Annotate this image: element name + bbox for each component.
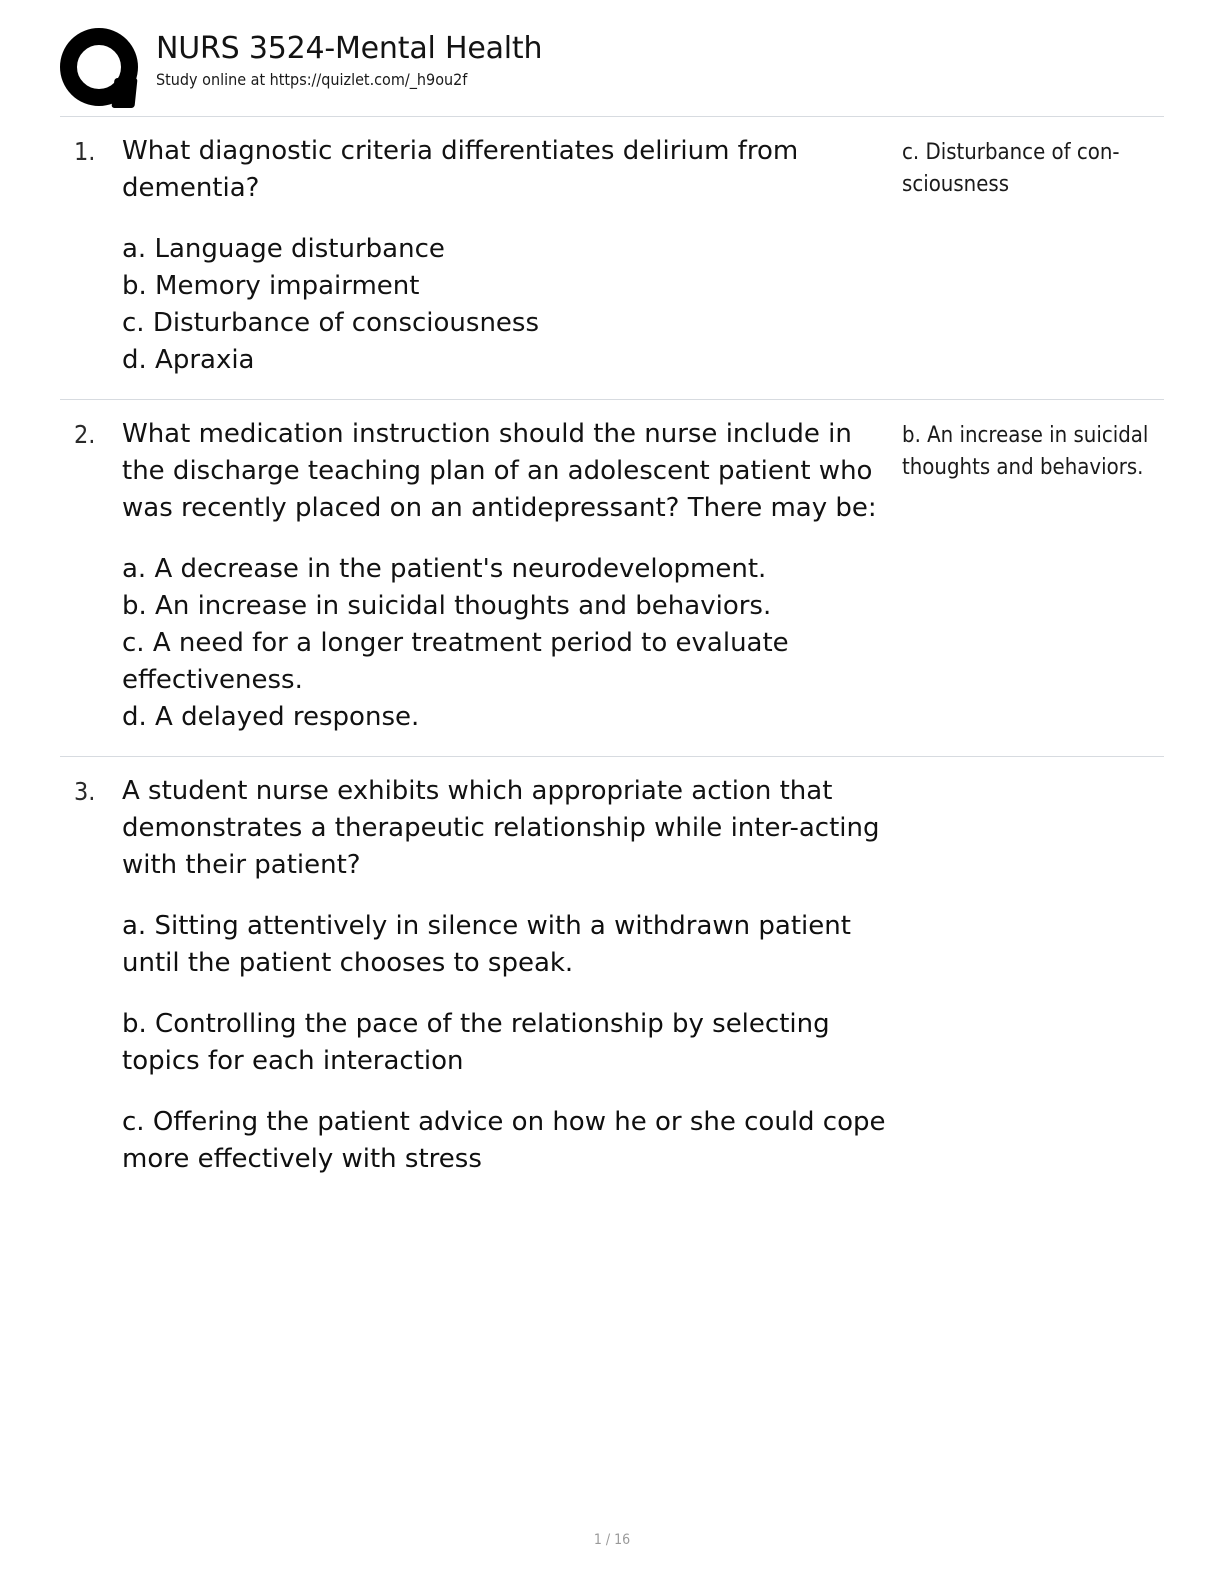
question-prompt: A student nurse exhibits which appropriate action that demonstrates a therapeutic relationship while inter-acting with their patient? [122, 776, 880, 880]
question-prompt: What medication instruction should the nurse include in the discharge teaching plan of an adolescent patient who was recently placed on an antidepressant? There may be: [122, 419, 877, 523]
page-title: NURS 3524-Mental Health [156, 31, 543, 66]
question-row [60, 400, 1164, 756]
question-row [60, 757, 1164, 1198]
question-answer [902, 773, 1164, 777]
logo-tail [111, 78, 137, 108]
header-titles [156, 26, 542, 90]
question-number: 1. [74, 137, 96, 166]
question-number: 2. [74, 420, 96, 449]
question-answer: b. An increase in suicidal thoughts and behaviors. [902, 423, 1149, 480]
question-answer: c. Disturbance of con- sciousness [902, 140, 1120, 197]
question-choice-a: a. Sitting attentively in silence with a withdrawn patient until the patient chooses to speak. [122, 911, 851, 978]
question-number: 3. [74, 777, 96, 806]
question-choices: a. A decrease in the patient's neurodevelopment. b. An increase in suicidal thoughts and behaviors. c. A need for a longer treatment period to evaluate effectiveness. d. A delayed response. [122, 554, 789, 732]
question-body [122, 133, 902, 379]
question-row [60, 117, 1164, 399]
document-header [60, 26, 1164, 106]
question-prompt: What diagnostic criteria differentiates delirium from dementia? [122, 136, 799, 203]
question-body [122, 416, 902, 736]
quizlet-q-logo-icon [60, 28, 138, 106]
question-choice-c: c. Offering the patient advice on how he or she could cope more effectively with stress [122, 1107, 886, 1174]
study-link[interactable]: Study online at https://quizlet.com/_h9ou2f [156, 70, 468, 89]
question-choices: a. Language disturbance b. Memory impairment c. Disturbance of consciousness d. Apraxia [122, 234, 540, 375]
question-body [122, 773, 902, 1178]
page-footer: 1 / 16 [593, 1532, 631, 1548]
question-choice-b: b. Controlling the pace of the relationship by selecting topics for each interaction [122, 1009, 830, 1076]
